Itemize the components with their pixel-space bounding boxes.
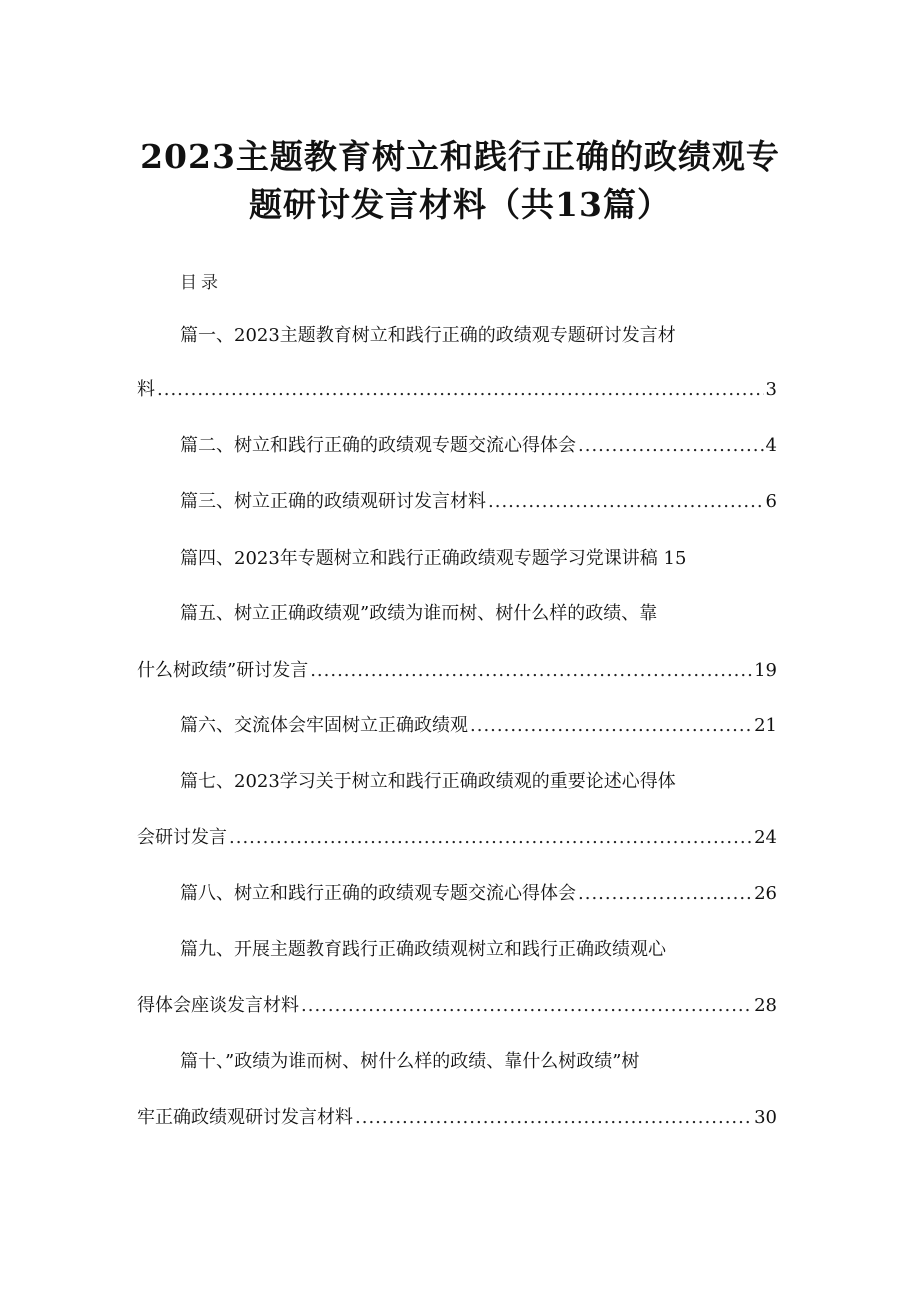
toc-entry-10-line-2[interactable] <box>137 1104 777 1132</box>
toc-page-number: 6 <box>765 491 777 512</box>
toc-leader-dots <box>157 376 764 404</box>
toc-leader-dots <box>578 880 752 908</box>
toc-page-number: 21 <box>754 715 777 736</box>
toc-entry-9-line-1[interactable] <box>180 936 740 964</box>
document-title-line-1: 2023主题教育树立和践行正确的政绩观专 <box>140 137 780 176</box>
toc-page-number: 19 <box>754 660 777 681</box>
toc-entry-title: 篇一、2023主题教育树立和践行正确的政绩观专题研讨发言材 <box>180 325 676 346</box>
toc-heading: 目录 <box>180 273 222 293</box>
toc-entry-8[interactable] <box>180 880 777 908</box>
toc-entry-title: 篇五、树立正确政绩观”政绩为谁而树、树什么样的政绩、靠 <box>180 603 658 624</box>
toc-leader-dots <box>301 992 752 1020</box>
toc-entry-7-line-2[interactable] <box>137 824 777 852</box>
toc-page-number: 28 <box>754 995 777 1016</box>
toc-entry-6[interactable] <box>180 712 777 740</box>
toc-entry-title: 篇二、树立和践行正确的政绩观专题交流心得体会 <box>180 435 576 456</box>
toc-entry-title: 篇六、交流体会牢固树立正确政绩观 <box>180 715 468 736</box>
toc-entry-title: 篇九、开展主题教育践行正确政绩观树立和践行正确政绩观心 <box>180 939 666 960</box>
toc-entry-5-line-2[interactable] <box>137 657 777 685</box>
toc-entry-2[interactable] <box>180 432 777 460</box>
toc-entry-title: 篇七、2023学习关于树立和践行正确政绩观的重要论述心得体 <box>180 771 676 792</box>
toc-entry-title: 篇三、树立正确的政绩观研讨发言材料 <box>180 491 486 512</box>
toc-leader-dots <box>355 1104 752 1132</box>
toc-entry-1-line-1[interactable] <box>180 322 740 350</box>
toc-entry-title: 篇十、”政绩为谁而树、树什么样的政绩、靠什么树政绩”树 <box>180 1051 640 1072</box>
toc-page-number: 30 <box>754 1107 777 1128</box>
toc-entry-title: 得体会座谈发言材料 <box>137 995 299 1016</box>
toc-page-number: 24 <box>754 827 777 848</box>
toc-page-number: 3 <box>765 379 777 400</box>
toc-leader-dots <box>578 432 764 460</box>
toc-entry-4[interactable] <box>180 545 780 573</box>
toc-leader-dots <box>310 657 752 685</box>
toc-entry-10-line-1[interactable] <box>180 1048 740 1076</box>
toc-entry-7-line-1[interactable] <box>180 768 740 796</box>
toc-entry-title: 篇八、树立和践行正确的政绩观专题交流心得体会 <box>180 883 576 904</box>
toc-entry-title: 料 <box>137 379 155 400</box>
toc-leader-dots <box>470 712 752 740</box>
toc-entry-5-line-1[interactable] <box>180 600 740 628</box>
toc-leader-dots <box>488 488 764 516</box>
toc-page-number: 4 <box>765 435 777 456</box>
toc-entry-title: 牢正确政绩观研讨发言材料 <box>137 1107 353 1128</box>
toc-entry-title: 什么树政绩”研讨发言 <box>137 660 309 681</box>
toc-entry-9-line-2[interactable] <box>137 992 777 1020</box>
toc-entry-title: 会研讨发言 <box>137 827 227 848</box>
toc-entry-1-line-2[interactable] <box>137 376 777 404</box>
document-title-line-2: 题研讨发言材料（共13篇） <box>249 185 671 224</box>
toc-leader-dots <box>229 824 752 852</box>
toc-entry-title: 篇四、2023年专题树立和践行正确政绩观专题学习党课讲稿 <box>180 548 658 569</box>
toc-page-number: 15 <box>663 548 687 569</box>
toc-entry-3[interactable] <box>180 488 777 516</box>
toc-page-number: 26 <box>754 883 777 904</box>
